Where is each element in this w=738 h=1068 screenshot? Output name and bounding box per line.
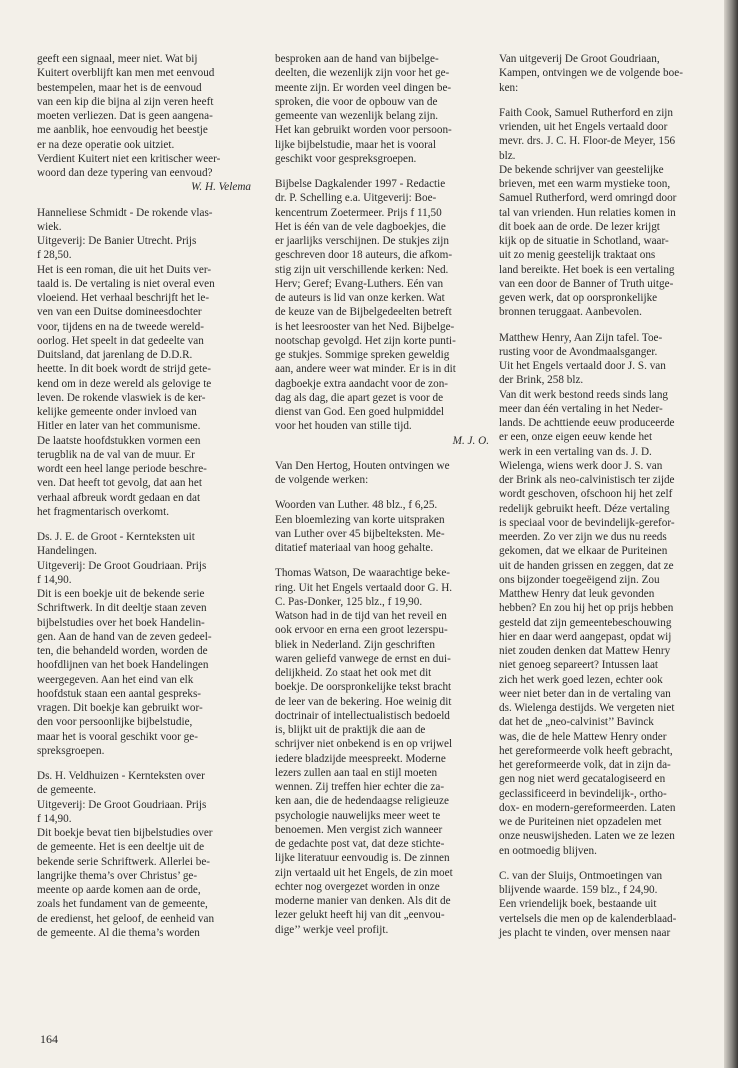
text-line: Van Den Hertog, Houten ontvingen we xyxy=(275,459,450,472)
text-line: gekomen, dat we elkaar de Puriteinen xyxy=(499,545,668,558)
text-line: maar het is vooral geschikt voor ge- xyxy=(37,730,198,743)
text-line: en ootmoedig blijven. xyxy=(499,844,597,857)
text-line: Samuel Rutherford, werd omringd door xyxy=(499,192,677,205)
text-line: der Brink, 258 blz. xyxy=(499,374,584,387)
text-line: ds. Wielenga destijds. We vergeten niet xyxy=(499,702,675,714)
text-line: meente op aarde komen aan de orde, xyxy=(37,884,201,896)
text-line: bliek in Nederland. Zijn geschriften xyxy=(275,638,435,651)
article-entry xyxy=(499,331,711,858)
text-line: Thomas Watson, De waarachtige beke- xyxy=(275,567,451,580)
text-line: de gemeente. xyxy=(37,784,97,797)
text-line: Handelingen. xyxy=(37,545,97,558)
text-line: Kampen, ontvingen we de volgende boe- xyxy=(499,67,683,80)
text-line: psychologie nauwelijks meer weet te xyxy=(275,809,441,822)
text-line: gemeente van wezenlijk belang zijn. xyxy=(275,110,439,122)
text-line: wordt een heel lange periode beschre- xyxy=(37,463,207,475)
text-line: tal van vrienden. Hun relaties komen in xyxy=(499,206,676,219)
text-line: de keuze van de Bijbelgedeelten betreft xyxy=(275,306,452,319)
text-line: blijvende waarde. 159 blz., f 24,90. xyxy=(499,884,658,896)
text-column-2 xyxy=(275,52,489,948)
text-line: de gemeente. Het is een deeltje uit de xyxy=(37,841,205,854)
text-line: f 14,90. xyxy=(37,573,72,586)
text-line: weer niet beter dan in de vertaling van xyxy=(499,687,671,700)
article-entry xyxy=(37,206,251,520)
text-line: ken: xyxy=(499,81,519,94)
text-line: kelijke gemeente onder invloed van xyxy=(37,406,197,418)
text-line: is, blijkt uit de praktijk die aan de xyxy=(275,724,426,736)
text-line: geschreven door 18 auteurs, die afkom- xyxy=(275,249,453,262)
text-line: Uitgeverij: De Banier Utrecht. Prijs xyxy=(37,235,197,247)
text-line: geclassificeerd in bevindelijk-, ortho- xyxy=(499,787,667,800)
text-line: wiek. xyxy=(37,220,62,233)
text-line: van Luther over 45 bijbelteksten. Me- xyxy=(275,527,445,540)
text-line: dit boek aan de orde. De lezer krijgt xyxy=(499,220,660,233)
text-line: Het is een roman, die uit het Duits ver- xyxy=(37,263,212,276)
text-line: is het leesrooster van het Ned. Bijbelge- xyxy=(275,320,455,333)
text-line: ring. Uit het Engels vertaald door G. H. xyxy=(275,581,453,594)
text-line: de leer van de bekering. Hoe weinig dit xyxy=(275,695,452,708)
text-line: terugblik na de val van de muur. Er xyxy=(37,448,195,461)
text-line: wordt geschoven, ofschoon hij het zelf xyxy=(499,488,673,501)
text-line: Ds. H. Veldhuizen - Kernteksten over xyxy=(37,770,205,782)
text-line: boekje. De oorspronkelijke tekst bracht xyxy=(275,681,452,694)
text-line: Verdient Kuitert niet een kritischer weer- xyxy=(37,152,221,165)
text-line: woord dan deze typering van eenvoud? xyxy=(37,167,213,179)
text-line: dox- en modern-gereformeerden. Laten xyxy=(499,801,676,814)
text-line: ten, die behandeld worden, worden de xyxy=(37,645,208,657)
text-line: vertelsels die men op de kalenderblaad- xyxy=(499,912,677,925)
text-line: spreksgroepen. xyxy=(37,744,105,757)
text-column-3 xyxy=(499,52,711,951)
text-line: De laatste hoofdstukken vormen een xyxy=(37,434,201,447)
text-line: f 28,50. xyxy=(37,249,72,262)
text-line: bekende serie Schriftwerk. Allerlei be- xyxy=(37,855,211,868)
text-line: taald is. De vertaling is niet overal even xyxy=(37,277,215,290)
text-line: hier en daar werd aangepast, opdat wij xyxy=(499,630,672,643)
text-line: C. van der Sluijs, Ontmoetingen van xyxy=(499,869,663,882)
text-line: vloeiend. Het verhaal beschrijft het le- xyxy=(37,292,210,304)
article-entry xyxy=(499,52,711,95)
text-line: mevr. drs. J. C. H. Floor-de Meyer, 156 xyxy=(499,135,676,148)
text-line: Dit boekje bevat tien bijbelstudies over xyxy=(37,827,213,839)
text-line: meerden. Zo ver zijn we dus nu reeds xyxy=(499,531,667,543)
text-line: hoofdstuk staan een aantal gespreks- xyxy=(37,687,202,700)
text-line: het fragmentarisch overkomt. xyxy=(37,505,170,518)
text-line: ven. Dat heeft tot gevolg, dat aan het xyxy=(37,477,202,490)
text-line: verhaal afbreuk wordt gedaan en dat xyxy=(37,491,201,504)
text-line: iedere bladzijde meespreekt. Moderne xyxy=(275,752,446,765)
article-entry xyxy=(275,566,489,937)
text-line: Het kan gebruikt worden voor persoon- xyxy=(275,124,452,137)
text-line: Woorden van Luther. 48 blz., f 6,25. xyxy=(275,499,438,512)
text-line: was, die de hele Mattew Henry onder xyxy=(499,730,667,743)
text-line: besproken aan de hand van bijbelge- xyxy=(275,53,439,65)
text-line: Matthew Henry, Aan Zijn tafel. Toe- xyxy=(499,331,663,344)
text-line: redelijk gebruikt heeft. Déze vertaling xyxy=(499,502,670,515)
text-line: Van uitgeverij De Groot Goudriaan, xyxy=(499,53,660,65)
text-line: Dit is een boekje uit de bekende serie xyxy=(37,588,205,600)
text-line: ons bijzonder toegeëigend zijn. Zou xyxy=(499,573,660,586)
article-entry xyxy=(499,106,711,320)
text-line: meer dan één vertaling in het Neder- xyxy=(499,402,663,415)
article-entry xyxy=(275,459,489,488)
text-line: zoals het fundament van de gemeente, xyxy=(37,898,208,911)
article-entry xyxy=(37,52,251,195)
text-line: oorlog. Het speelt in dat gedeelte van xyxy=(37,334,204,347)
text-line: rusting voor de Avondmaalsganger. xyxy=(499,345,658,358)
text-line: lezer gelukt heeft hij van dit „eenvou- xyxy=(275,909,445,922)
text-line: delijkheid. Zo staat het ook met dit xyxy=(275,667,432,679)
text-line: Wielenga, wiens werk door J. S. van xyxy=(499,459,663,472)
text-line: ditatief materiaal van hoog gehalte. xyxy=(275,542,434,554)
text-line: dagboekje extra aandacht voor de zon- xyxy=(275,377,449,390)
text-line: geschikt voor gespreksgroepen. xyxy=(275,152,417,165)
text-line: gesteld dat zijn gemeentebeschouwing xyxy=(499,616,672,629)
text-line: kencentrum Zoetermeer. Prijs f 11,50 xyxy=(275,206,442,219)
text-line: weergegeven. Aan het eind van elk xyxy=(37,673,194,686)
text-line: er een, onze eigen eeuw kende het xyxy=(499,431,653,444)
text-line: lijke literatuur eenvoudig is. De zinnen xyxy=(275,852,450,865)
text-line: gen nog niet werd gecatalogiseerd en xyxy=(499,773,666,786)
text-line: Uitgeverij: De Groot Goudriaan. Prijs xyxy=(37,559,207,572)
text-line: hoofdlijnen van het boek Handelingen xyxy=(37,659,209,672)
text-line: bestempelen, maar het is de eenvoud xyxy=(37,81,202,94)
text-line: wennen. Zij treffen hier echter die za- xyxy=(275,781,445,793)
text-line: blz. xyxy=(499,149,516,162)
text-line: schrijver niet onbekend is en op vrijwel xyxy=(275,738,453,751)
text-line: kend om in deze wereld als gelovige te xyxy=(37,377,212,390)
text-line: vrienden, uit het Engels vertaald door xyxy=(499,121,668,133)
text-line: de auteurs is lid van onze kerken. Wat xyxy=(275,292,445,304)
text-line: Een vriendelijk boek, bestaande uit xyxy=(499,898,657,911)
text-line: het gereformeerde volk, dat in zijn da- xyxy=(499,759,671,771)
book-spine-shadow xyxy=(724,0,738,1068)
text-line: stig zijn uit verschillende kerken: Ned. xyxy=(275,263,449,276)
text-line: f 14,90. xyxy=(37,812,72,825)
text-line: Hitler en later van het communisme. xyxy=(37,420,201,433)
text-column-1 xyxy=(37,52,251,951)
text-line: vragen. Dit boekje kan gebruikt wor- xyxy=(37,702,203,714)
text-line: moeten verliezen. Dat is geen aangena- xyxy=(37,110,213,122)
text-line: Uit het Engels vertaald door J. S. van xyxy=(499,360,666,372)
text-line: gen. Aan de hand van de zeven gedeel- xyxy=(37,630,212,643)
text-line: er na deze operatie ook uitziet. xyxy=(37,138,175,151)
text-line: geven werk, dat op oorspronkelijke xyxy=(499,292,658,304)
text-line: van een door de Banner of Truth uitge- xyxy=(499,277,674,290)
text-line: er jaarlijks verschijnen. De stukjes zijn xyxy=(275,235,449,247)
text-line: niet zouden denken dat Mattew Henry xyxy=(499,645,671,657)
text-line: voor, tijdens en na de tweede wereld- xyxy=(37,320,204,333)
text-line: Faith Cook, Samuel Rutherford en zijn xyxy=(499,106,674,119)
text-line: meente zijn. Er worden veel dingen be- xyxy=(275,81,452,94)
text-line: echter nog overgezet worden in onze xyxy=(275,880,440,893)
article-entry xyxy=(275,498,489,555)
text-line: Matthew Henry dat leuk gevonden xyxy=(499,588,655,600)
text-line: C. Pas-Donker, 125 blz., f 19,90. xyxy=(275,595,423,608)
text-line: lezers zullen aan taal en stijl moeten xyxy=(275,766,438,779)
text-line: we de Puriteinen niet opzadelen met xyxy=(499,816,662,828)
text-line: langrijke thema’s over Christus’ ge- xyxy=(37,869,198,882)
text-line: dige’’ werkje veel profijt. xyxy=(275,923,389,936)
text-line: ken aan, die de hedendaagse religieuze xyxy=(275,795,449,808)
text-line: ven van een Duitse domineesdochter xyxy=(37,306,202,319)
text-line: dag als dag, die apart gezet is voor de xyxy=(275,391,444,404)
author-signature: W. H. Velema xyxy=(191,181,251,194)
text-line: niet genoeg separeert? Intussen laat xyxy=(499,659,659,672)
text-line: dr. P. Schelling e.a. Uitgeverij: Boe- xyxy=(275,192,437,205)
text-line: de eredienst, het geloof, de eenheid van xyxy=(37,912,215,925)
text-line: voor het houden van stille tijd. xyxy=(275,420,412,433)
text-line: onze neuswijsheden. Laten we ze lezen xyxy=(499,830,675,843)
article-entry xyxy=(275,52,489,166)
text-line: dat het de „neo-calvinist’’ Bavinck xyxy=(499,716,654,729)
text-line: aan, andere weer wat minder. Er is in dit xyxy=(275,363,456,376)
text-line: Watson had in de tijd van het reveil en xyxy=(275,610,447,622)
text-line: lands. De achttiende eeuw produceerde xyxy=(499,417,675,429)
text-line: werk in een vertaling van ds. J. D. xyxy=(499,445,652,458)
text-line: Schriftwerk. In dit deeltje staan zeven xyxy=(37,602,207,615)
text-line: Bijbelse Dagkalender 1997 - Redactie xyxy=(275,178,446,190)
text-line: Kuitert overblijft kan men met eenvoud xyxy=(37,67,215,80)
text-line: Van dit werk bestond reeds sinds lang xyxy=(499,388,669,401)
text-line: de gedachte post vat, dat deze stichte- xyxy=(275,838,445,850)
text-line: ook ervoor en erna een groot lezerspu- xyxy=(275,624,448,637)
text-line: het gereformeerde volk heeft gebracht, xyxy=(499,744,673,757)
text-line: Herv; Geref; Evang-Luthers. Eén van xyxy=(275,277,444,290)
text-line: jes placht te vinden, over mensen naar xyxy=(499,926,671,939)
text-line: den voor persoonlijke bijbelstudie, xyxy=(37,716,193,729)
text-line: de gemeente. Al die thema’s worden xyxy=(37,926,200,939)
article-entry xyxy=(37,769,251,940)
text-line: brieven, met een warm mystieke toon, xyxy=(499,178,671,190)
text-line: Ds. J. E. de Groot - Kernteksten uit xyxy=(37,531,195,543)
text-line: me aanblik, hoe eenvoudig het beestje xyxy=(37,124,208,137)
text-line: uit zo menig geestelijk traktaat ons xyxy=(499,249,656,262)
article-entry xyxy=(275,177,489,448)
text-line: doctrinair of intellectualistisch bedoeld xyxy=(275,709,450,722)
text-line: lijke bijbelstudie, maar het is vooral xyxy=(275,138,436,151)
text-line: dienst van God. Een goed hulpmiddel xyxy=(275,406,445,418)
text-line: Uitgeverij: De Groot Goudriaan. Prijs xyxy=(37,798,207,811)
text-line: bronnen teruggaat. Aanbevolen. xyxy=(499,306,642,319)
article-entry xyxy=(499,869,711,940)
author-signature: M. J. O. xyxy=(452,434,489,447)
text-line: van een kip die bijna al zijn veren heeft xyxy=(37,95,214,108)
text-line: leven. De rokende vlaswiek is de ker- xyxy=(37,391,206,404)
text-line: hebben? En zou hij het op prijs hebben xyxy=(499,602,674,615)
text-line: Duitsland, dat jarenlang de D.D.R. xyxy=(37,349,193,361)
article-entry xyxy=(37,530,251,758)
text-line: de volgende werken: xyxy=(275,474,369,486)
text-line: Een bloemlezing van korte uitspraken xyxy=(275,513,445,526)
text-line: der Brink als neo-calvinistisch ter zijde xyxy=(499,474,675,486)
page-number: 164 xyxy=(40,1032,58,1046)
text-line: benoemen. Men vergist zich wanneer xyxy=(275,823,443,836)
text-line: De bekende schrijver van geestelijke xyxy=(499,163,664,176)
text-line: zijn vertaald uit het Engels, de zin moet xyxy=(275,866,453,879)
text-line: nootschap gevolgd. Het zijn korte punti- xyxy=(275,334,456,347)
text-line: ge stukjes. Sommige spreken geweldig xyxy=(275,349,450,361)
text-line: uit de handen grissen en zeggen, dat ze xyxy=(499,559,674,572)
text-line: kijk op de situatie in Schotland, waar- xyxy=(499,235,669,247)
text-line: Hanneliese Schmidt - De rokende vlas- xyxy=(37,206,213,219)
text-line: land bereikte. Het boek is een vertaling xyxy=(499,263,675,276)
text-line: moderne manier van denken. Als dit de xyxy=(275,895,451,907)
text-line: zich het werk goed lezen, echter ook xyxy=(499,673,663,686)
text-line: sproken, die voor de opbouw van de xyxy=(275,95,438,108)
text-line: Het is één van de vele dagboekjes, die xyxy=(275,220,446,233)
text-line: geeft een signaal, meer niet. Wat bij xyxy=(37,53,198,65)
text-line: is speciaal voor de bevindelijk-gerefor- xyxy=(499,516,675,529)
text-line: waren geliefd vanwege de ernst en dui- xyxy=(275,652,451,665)
text-line: deelten, die wezenlijk zijn voor het ge- xyxy=(275,67,450,80)
text-line: heette. In dit boek wordt de strijd gete- xyxy=(37,363,211,376)
text-line: bijbelstudies over het boek Handelin- xyxy=(37,616,205,629)
